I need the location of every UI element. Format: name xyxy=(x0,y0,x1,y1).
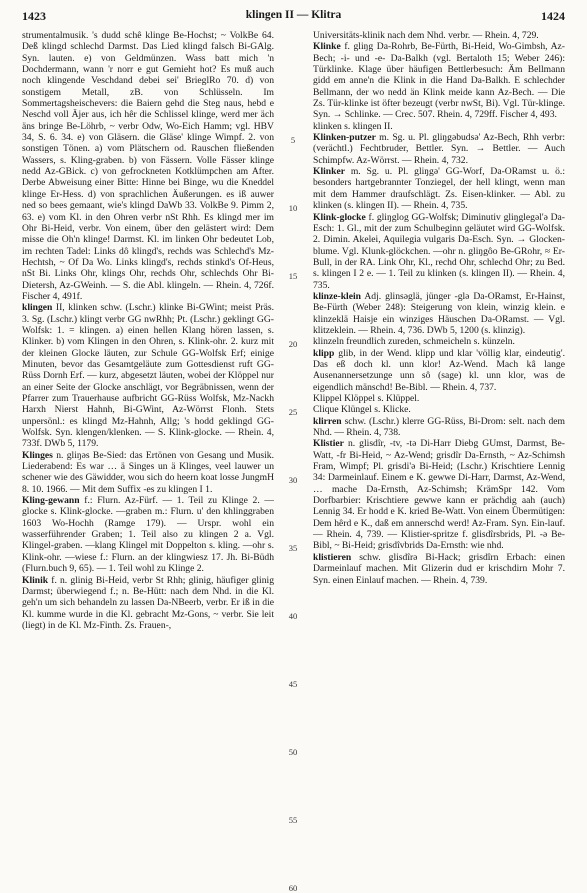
dictionary-entry xyxy=(22,450,274,495)
entry-headword: Klinker xyxy=(313,166,345,178)
entry-headword: klinze-klein xyxy=(313,290,361,302)
page-number-right: 1424 xyxy=(541,9,565,23)
entry-text: klinzeln freundlich zureden, schmeicheln s. künzeln. xyxy=(313,336,515,348)
entry-text: m. Sg. u. Pl. gliŋgə' GG-Worf, Da-ORamst u. ö.: besonders hartgebrannter Tonziegel, der hell klingt, wenn man mit dem Hammer draufschlägt. Zs. Eisen-klinker. — Abl. zu klinken (s. klingen II). — Rhein. 4, 735. xyxy=(313,166,565,212)
entry-text: Klippel Klöppel s. Klüppel. xyxy=(313,393,420,404)
dictionary-entry xyxy=(313,41,565,120)
line-number: 5 xyxy=(290,135,296,145)
entry-text: strumentalmusik. 's dudd schê klinge Be-Hochst; ~ VolkBe 64. Deß klingd schlechd Darmst. Das Lied klingd falsch Bi-GAlg. Syn. lauten. e) von Geldmünzen. Wass batt mich 'n Dochdermann, wann 'r norr e gut Gemieht hot? Es muß auch noch klingende Veschdand debei sei' BrieglRo 70. d) von sonstigem Metall, zB. von Schlüsseln. Im Sommertagsheischevers: die Baiern gehd die Steg naus, hebd e Neschd voll Äjer aus, ich hêr die Schlissel klinge, werd mer äch äns bringe Be-Löhrb, ~ verbr Odw, Wo-Eich Hamm; vgl. HBV 34, S. 6. 34. e) von Gläsern. die Gläse' klinge Wimpf. 2. von sonstigen Tönen. a) vom Plätschern od. Rauschen fließenden Wassers, s. Kling-graben. b) von Fässern. Volle Fässer klinge nedd Az-GBick. c) von gefrockneten Kotklümpchen am After. Derbe Abweisung einer Bitte: Hinne bei Binge, wu die Kneddel klinge Er-Hess. d) von sprachlichen Äußerungen. es iß auwer ned so bees gemaant, wie's klingd DaWb 33. VolkBe 9. Pimm 2, 63. e) vom Kl. in den Ohren verbr nSt Rhh. Es klingd mer im Ohr Bi-Heid, verbr. Von einem, über den gelästert wird: Dem misse die Oh'n klinge! Darmst. Kl. im linken Ohr bedeutet Lob, im rechten Tadel: Links dô klingd's, rechds was Schlechd's Mz-Hechtsh, ~ Of Da Wo. Links klingd's, rechds stinkd's Of-Heus, nSt Bi. Links Ohr, klings Ohr, rechds Ohr, schlechds Ohr Bi-Dietersh, Az-GWeinh. — S. die Abl. klingeln. — Rhein. 4, 726f. Fischer 4, 491f. xyxy=(22,30,274,302)
entry-text: Universitäts-klinik nach dem Nhd. verbr. — Rhein. 4, 729. xyxy=(313,30,539,41)
entry-text: f. gliŋg Da-Rohrb, Be-Fürth, Bi-Heid, Wo-Gimbsh, Az-Bech; -i- und -e- Da-Balkh (vgl. Bertaloth 15; Weber 246): Türklinke. Klage über häufigen Bettlerbesuch: Äm Bellmann gidd em anne'n die Klink in die Hand Da-Balkh. E schlechder Bellmann, der wo nedd än Klink meide kann Az-Bech. — Die Zs. Tür-klinke ist öfter bezeugt (verbr nwSt, Bi). Vgl. Tür-klinge. Syn. → Schlinke. — Crec. 507. Rhein. 4, 729ff. Fischer 4, 493. xyxy=(313,41,565,121)
entry-text: f. gliŋglog GG-Wolfsk; Diminutiv gliŋglegəl'ə Da-Esch: 1. Gl., mit der zum Schulbeginn geläutet wird GG-Wolfsk. 2. Dimin. Akelei, Aquilegia vulgaris Da-Esch. Syn. → Glocken-blume. Vgl. Klunk-glöckchen. —ohr n. gliŋgôo Be-GRohr, ≈ Er-Bull, in der RA. Link Ohr, Kl., rechd Ohr, schlechd Ohr; zu Bed. s. klingen I 2 e. — 1. Teil zu klinken (s. klingen II). — Rhein. 4, 735. xyxy=(313,211,565,291)
entry-text: II, klinken schw. (Lschr.) klinke Bi-GWint; meist Präs. 3. Sg. (Lschr.) klingt verbr GG nwRhh; Pt. (Lschr.) geklingt GG-Wolfsk: 1. = klingen. a) einen hellen Klang hören lassen, s. Klinker. b) vom Klingen in den Ohren, s. Klink-ohr. 2. kurz mit der kleinen Glocke läuten, zur Schule GG-Wolfsk Erf; einige Minuten, bevor das Gesamtgeläute zum Gottesdienst ruft GG-Rüss Dornh Erf. — kurz, abgesetzt läuten, wobei der Klöppel nur an einer Seite der Glocke anschlägt, vor Begräbnissen, wenn der Pfarrer zum Trauerhause aufbricht GG-Rüss Wolfsk, Mz-Nackh Harxh Nierst Hahnh, Bi-GWint, Az-Wörrst Flonh. Stets unpersönl.: es klingd Mz-Hahnh, Allg; 's hodd geklingd GG-Wolfsk. Syn. klengen/klenken. — S. Klink-glocke. — Rhein. 4, 733f. DWb 5, 1179. xyxy=(22,302,274,450)
page-header xyxy=(22,9,565,25)
line-number-gutter xyxy=(281,30,305,893)
entry-text: f.: Flurn. Az-Fürf. — 1. Teil zu Klinge 2. —glocke s. Klink-glocke. —graben m.: Flurn. u' den khlinggraben 1603 Wo-Hochh (Ramge 179). — Urspr. wohl ein wasserführender Graben; 1. Teil also zu klingen 2 a. Vgl. Klingel-graben. —klang Klingel mit Doppelton s. kling. —ohr s. Klink-ohr. —wiese f.: Flurn. an der klingwiesz 17. Jh. Bi-Büdh (Flurn.buch 9, 65). — 1. Teil wohl zu Klinge 2. xyxy=(22,495,274,575)
entry-headword: Klink-glocke xyxy=(313,211,366,223)
dictionary-entry xyxy=(313,404,565,415)
entry-text: n. gliŋəs Be-Sied: das Ertönen von Gesang und Musik. Liederabend: Es war … ä Singes un ä Klinges, veel lauwer un schener wie des Gäwidder, wou sich do heern koat losse JungmH 8. 10. 1966. — Mit dem Suffix -es zu klingen I 1. xyxy=(22,449,274,495)
entry-headword: Klistier xyxy=(313,438,344,450)
entry-headword: Kling-gewann xyxy=(22,495,80,507)
entry-headword: Klinges xyxy=(22,449,53,461)
entry-headword: klirren xyxy=(313,415,342,427)
entry-headword: Klinken-putzer xyxy=(313,132,376,144)
entry-text: n. glisdîr, -tv, -tə Di-Harr Diebg GUmst, Darmst, Be-Watt, -fr Bi-Heid, ~ Az-Wend; grisdîr Da-Ernsth, ~ Az-Schimsh Fram, Wimpf; Pl. grisdi'ə Bi-Heid; (Lschr.) Krischtiere Lennig 34: Darmeinlauf. Einem e K. gewwe Di-Harr, Darmst, Az-Wend, … mache Da-Ernsth, Az-Schimsh; KrämSpr 142. Vom Dorfbarbier: Krischtiere gewwe kann er prächdig aah (auch) Lennig 34. Er hodd e K. kried Be-Watt. Von einem Übermütigen: Dem hêrd e K., daß em annerschd werd! Az-Fram. Syn. Ein-lauf. — Rhein. 4, 739. — Klistier-spritze f. glisdîrsbrids, Pl. -ə Be-Bibl, ~ Bi-Heid; grisdîvbrids Da-Ernsth: wie nhd. xyxy=(313,438,565,552)
dictionary-entry xyxy=(22,302,274,449)
entry-text: schw. (Lschr.) klerre GG-Rüss, Bi-Drom: selt. nach dem Nhd. — Rhein. 4, 738. xyxy=(313,415,565,439)
dictionary-entry xyxy=(313,121,565,132)
entry-text: klinken s. klingen II. xyxy=(313,120,393,132)
line-number: 50 xyxy=(288,747,298,757)
line-number: 55 xyxy=(288,815,298,825)
entry-headword: klingen xyxy=(22,302,53,314)
dictionary-entry xyxy=(22,495,274,574)
line-number: 35 xyxy=(288,543,298,553)
entry-headword: klipp xyxy=(313,347,335,359)
line-number: 10 xyxy=(288,203,298,213)
running-title: klingen II — Klitra xyxy=(245,9,342,21)
entry-text: glib, in der Wend. klipp und klar 'völlig klar, eindeutig'. Das eß doch kl. unn klor! Az-Wend. Mach kâ lange Ausenannersetzunge unn sô (sage) kl. unn klor, was de eigendlich mänschd! Be-Bibl. — Rhein. 4, 737. xyxy=(313,347,565,393)
dictionary-entry xyxy=(313,552,565,586)
dictionary-entry xyxy=(313,438,565,551)
right-column xyxy=(313,30,565,862)
dictionary-entry xyxy=(313,166,565,211)
dictionary-entry xyxy=(313,393,565,404)
dictionary-entry xyxy=(22,30,274,302)
line-number: 60 xyxy=(288,883,298,893)
left-column xyxy=(22,30,274,862)
line-number: 40 xyxy=(288,611,298,621)
dictionary-entry xyxy=(313,336,565,347)
entry-headword: klistieren xyxy=(313,551,352,563)
entry-text: f. n. glinig Bi-Heid, verbr St Rhh; glinig, häufiger glinig Darmst; überwiegend f.; n. Be-Hütt: nach dem Nhd. in die Kl. geh'n um sich behandeln zu lassen Da-NBeerb, verbr. Er iß in die Kl. kumme wurde in die Kl. gebracht Mz-Gons, ~ verbr. Sie leit (liegt) in de Kl. Mz-Finth. Zs. Frauen-, xyxy=(22,574,274,631)
dictionary-entry xyxy=(313,132,565,166)
entry-text: Clique Klüngel s. Klicke. xyxy=(313,404,411,416)
dictionary-entry xyxy=(313,212,565,291)
dictionary-entry xyxy=(313,348,565,393)
dictionary-entry xyxy=(22,575,274,632)
page-number-left: 1423 xyxy=(22,9,46,23)
dictionary-entry xyxy=(313,416,565,439)
entry-text: Adj. glinsəglä, jünger -glə Da-ORamst, Er-Hainst, Be-Fürth (Weber 248): Steigerung von klein, winzig klein. e klinzeklä Haisje ein winziges Häuschen Da-ORamst. — Vgl. klitzeklein. — Rhein. 4, 736. DWb 5, 1200 (s. klinzig). xyxy=(313,290,565,336)
entry-headword: Klinke xyxy=(313,41,341,53)
entry-text: schw. glisdîrə Bi-Hack; grisdîrn Erbach: einen Darmeinlauf machen. Mit Glizerin dud er krischdirn Mohr 7. Syn. einen Einlauf machen. — Rhein. 4, 739. xyxy=(313,551,565,586)
entry-headword: Klinik xyxy=(22,574,49,586)
dictionary-entry xyxy=(313,291,565,336)
entry-text: m. Sg. u. Pl. gliŋgəbudsə' Az-Bech, Rhh verbr: (verächtl.) Fechtbruder, Bettler. Syn. → Bettler. — Auch Schimpfw. Az-Wörrst. — Rhein. 4, 732. xyxy=(313,132,565,166)
line-number: 25 xyxy=(288,407,298,417)
line-number: 15 xyxy=(288,271,298,281)
line-number: 20 xyxy=(288,339,298,349)
line-number: 30 xyxy=(288,475,298,485)
dictionary-entry xyxy=(313,30,565,41)
line-number: 45 xyxy=(288,679,298,689)
